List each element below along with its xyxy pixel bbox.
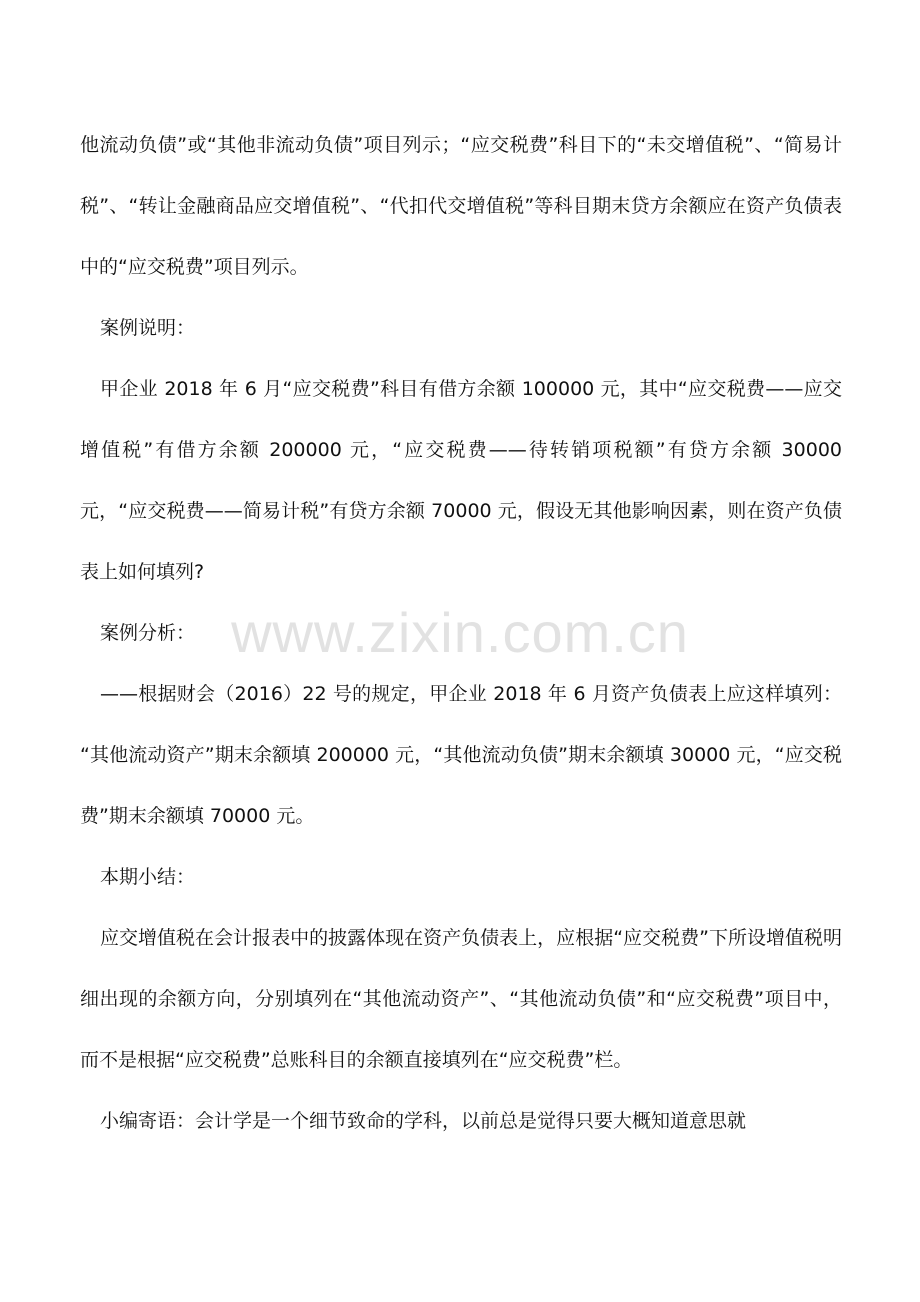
- heading-case-description: 案例说明：: [100, 317, 196, 339]
- watermark: www.zixin.com.cn: [231, 601, 689, 664]
- heading-summary: 本期小结：: [100, 866, 196, 888]
- paragraph-summary: 应交增值税在会计报表中的披露体现在资产负债表上，应根据“应交税费”下所设增值税明细出现的余额方向，分别填列在“其他流动资产”、“其他流动负债”和“应交税费”项目中，而不是根据“应交税费”总账科目的余额直接填列在“应交税费”栏。: [80, 927, 842, 1071]
- paragraph-case-analysis: ——根据财会（2016）22 号的规定，甲企业 2018 年 6 月资产负债表上应这样填列： “其他流动资产”期末余额填 200000 元，“其他流动负债”期末余额填 30000 元，“应交税费”期末余额填 70000 元。: [80, 683, 842, 827]
- paragraph-editor-note: 小编寄语：会计学是一个细节致命的学科，以前总是觉得只要大概知道意思就: [100, 1110, 747, 1132]
- paragraph-continued-liabilities: 他流动负债”或“其他非流动负债”项目列示；“应交税费”科目下的“未交增值税”、“简易计税”、“转让金融商品应交增值税”、“代扣代交增值税”等科目期末贷方余额应在资产负债表中的“应交税费”项目列示。: [80, 134, 842, 278]
- paragraph-case-description: 甲企业 2018 年 6 月“应交税费”科目有借方余额 100000 元，其中“应交税费——应交增值税”有借方余额 200000 元，“应交税费——待转销项税额”有贷方余额 30000 元，“应交税费——简易计税”有贷方余额 70000 元，假设无其他影响因素，则在资产负债表上如何填列?: [80, 378, 842, 583]
- heading-case-analysis: 案例分析：: [100, 622, 196, 644]
- document-body: [80, 115, 842, 1152]
